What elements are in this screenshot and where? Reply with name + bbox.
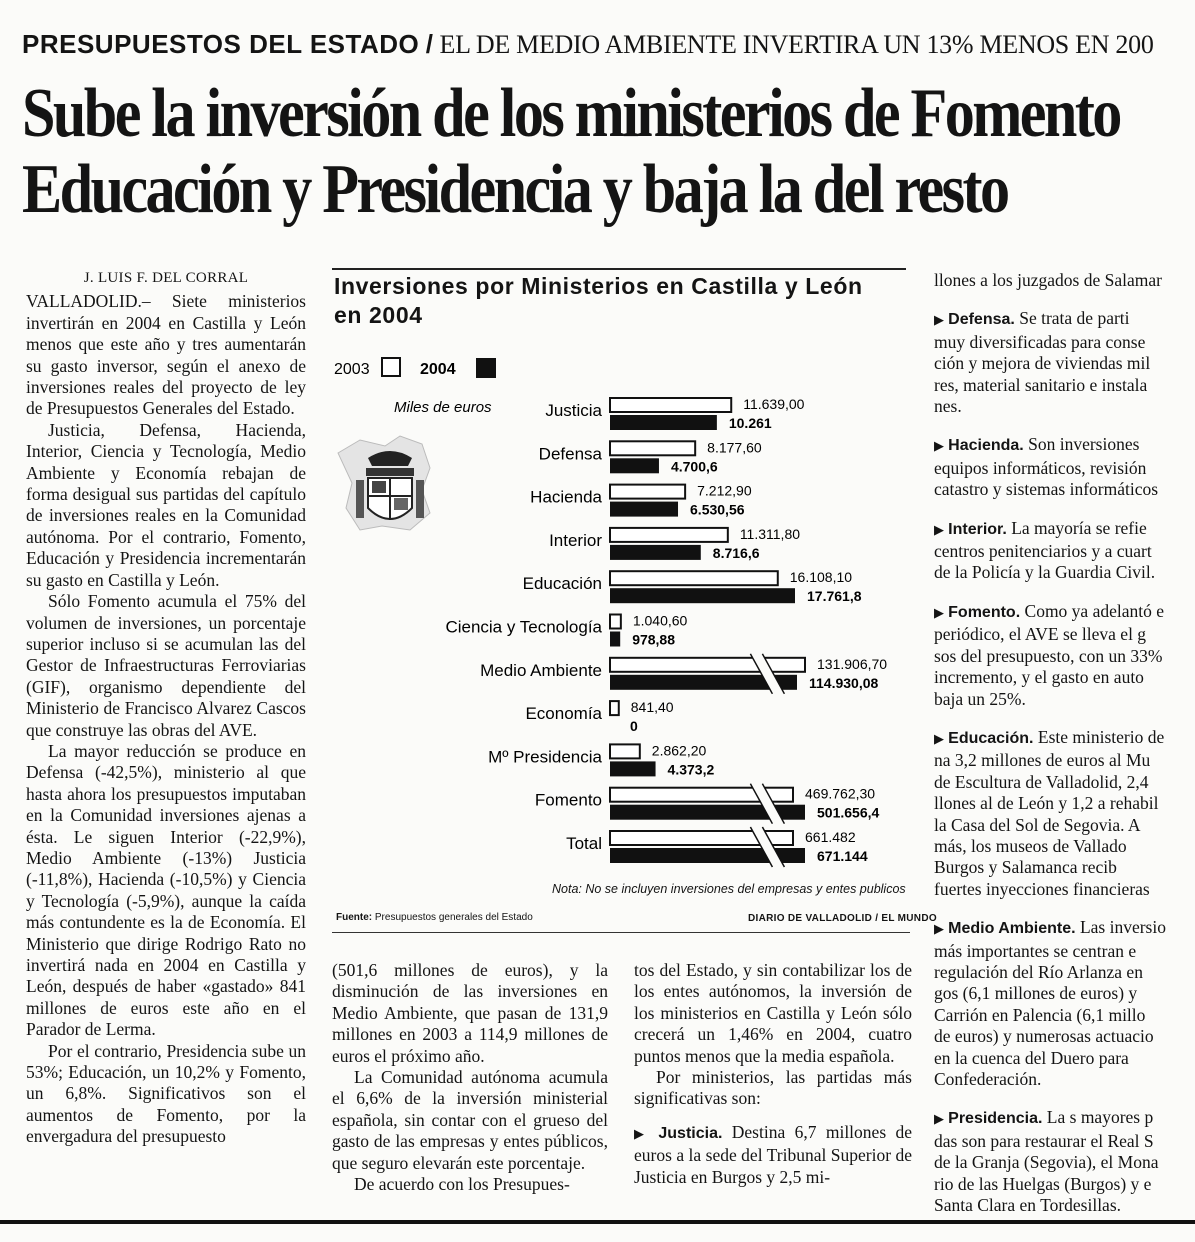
text-line: llones al de León y 1,2 a rehabil [934, 793, 1159, 814]
value-label-2004: 17.761,8 [807, 588, 862, 605]
category-label: Economía [525, 704, 602, 724]
chart-title: Inversiones por Ministerios en Castilla y León en 2004 [334, 273, 863, 328]
keyword: Hacienda. [948, 437, 1024, 455]
headline-line-1: Sube la inversión de los ministerios de Fomento [22, 76, 1120, 152]
paragraph [934, 601, 1194, 710]
chart-separator [332, 932, 910, 933]
article-column-4 [934, 270, 1194, 1233]
byline: J. LUIS F. DEL CORRAL [83, 270, 249, 286]
bullet-triangle-icon: ▶ [934, 439, 949, 455]
text-line: Como ya adelantó e [1020, 600, 1164, 621]
bar-2003 [610, 744, 640, 758]
value-label-2004: 671.144 [817, 848, 868, 864]
text-line: equipos informáticos, revisión [934, 457, 1147, 478]
bar-2003 [610, 398, 731, 412]
keyword: Fomento. [948, 603, 1021, 621]
paragraph [934, 727, 1194, 900]
paragraph: Justicia, Defensa, Hacienda, Interior, Ciencia y Tecnología, Medio Ambiente y Economía rebajan de forma desigual sus partidas del capítulo de inversiones reales en la Comunidad autónoma. Por el contrario, Fomento, Educación y Presidencia incrementarán su gasto en Castilla y León. [26, 419, 306, 590]
value-label-2003: 16.108,10 [789, 569, 853, 586]
paragraph: La Comunidad autónoma acumula el 6,6% de la inversión ministerial española, sin contar con el grueso del gasto de las empresas y entes públicos, que seguro elevarán este porcentaje. [332, 1067, 608, 1173]
text-line: La s mayores p [1042, 1107, 1154, 1128]
value-label-2004: 114.930,08 [809, 674, 879, 691]
text-line: la Casa del Sol de Segovia. A [934, 814, 1141, 835]
chart-credit: DIARIO DE VALLADOLID / EL MUNDO [748, 913, 937, 924]
bar-2003 [610, 441, 695, 455]
text-line: de la Policía y la Guardia Civil. [934, 562, 1156, 583]
text-line: centros penitenciarios y a cuart [934, 541, 1152, 562]
value-label-2003: 1.040,60 [632, 612, 688, 629]
bullet-triangle-icon: ▶ [934, 605, 949, 621]
category-label: Educación [522, 574, 602, 594]
value-label-2003: 469.762,30 [805, 785, 876, 802]
investment-bar-chart [330, 268, 910, 928]
chart-legend [334, 358, 496, 378]
text-line: na 3,2 millones de euros al Mu [934, 750, 1151, 771]
text-line: más importantes se centran e [934, 940, 1137, 961]
text-line: muy diversificadas para conse [934, 331, 1146, 352]
text-line: ción y mejora de viviendas mil [934, 353, 1151, 374]
text-line: Se trata de parti [1014, 308, 1130, 329]
value-label-2004: 10.261 [728, 415, 772, 431]
chart-note: Nota: No se incluyen inversiones del empresas y entes publicos [552, 882, 906, 896]
legend-label-2004: 2004 [420, 361, 456, 378]
category-label: Interior [549, 530, 602, 550]
text-line: incremento, y el gasto en auto [934, 667, 1144, 688]
value-label-2003: 7.212,90 [697, 482, 752, 499]
paragraph-justicia [634, 1122, 912, 1188]
paragraph [934, 308, 1194, 417]
chart-source [336, 912, 533, 923]
text-line: sos del presupuesto, con un 33% [934, 645, 1163, 666]
text-line: res, material sanitario e instala [934, 374, 1148, 395]
unit-label: Miles de euros [394, 399, 492, 416]
headline-line-2: Educación y Presidencia y baja la del resto [22, 151, 1008, 228]
text-line: Este ministerio de [1033, 726, 1165, 747]
text-line: catastro y sistemas informáticos [934, 479, 1159, 500]
category-label: Justicia [545, 401, 602, 420]
bullet-triangle-icon: ▶ [934, 313, 949, 329]
paragraph: Por el contrario, Presidencia sube un 53%; Educación, un 10,2% y Fomento, un 6,8%. Significativos son el aumentos de Fomento, por la envergadura del presupuesto [26, 1040, 306, 1147]
paragraph: La mayor reducción se produce en Defensa (-42,5%), ministerio al que hasta ahora los presupuestos imputaban en la Comunidad inversiones ajenas a ésta. Le siguen Interior (-22,9%), Medio Ambiente (-13%) Justicia (-11,8%), Hacienda (-10,5%) y Ciencia y Tecnología (-5,9%), aunque la caída más contundente es la de Economía. El Ministerio que dirige Rodrigo Rato no invertirá nada en 2004 en Castilla y León, después de haber «gastado» 841 millones de euros este año en el Parador de Lerma. [26, 740, 306, 1040]
source-text: Presupuestos generales del Estado [374, 912, 533, 923]
category-label: Hacienda [530, 487, 602, 507]
bar-2003 [610, 528, 728, 542]
text-line: Las inversio [1075, 917, 1166, 938]
bar-2004 [610, 502, 678, 517]
value-label-2003: 8.177,60 [707, 439, 762, 456]
bar-2003 [610, 615, 621, 629]
bullet-triangle-icon: ▶ [934, 731, 949, 747]
paragraph: Por ministerios, las partidas más significativas son: [634, 1067, 912, 1109]
paragraph [934, 1107, 1194, 1216]
kicker [22, 28, 1182, 61]
paragraph: Sólo Fomento acumula el 75% del volumen de inversiones, un porcentaje superior incluso si se acumulan las del Gestor de Infraestructuras Ferroviarias (GIF), organismo dependiente del Ministerio de Francisco Alvarez Cascos que construye las obras del AVE. [26, 591, 306, 740]
text-line: regulación del Río Arlanza en [934, 961, 1143, 982]
text-line: das son para restaurar el Real S [934, 1130, 1154, 1151]
legend-swatch-2003 [382, 358, 400, 376]
category-label: Total [566, 834, 602, 853]
paragraph: De acuerdo con los Presupues- [354, 1174, 570, 1195]
text-line: en la cuenca del Duero para [934, 1047, 1129, 1068]
kicker-separator: / [425, 29, 433, 59]
value-label-2004: 0 [630, 718, 638, 735]
keyword: Educación. [948, 729, 1034, 747]
value-label-2003: 11.639,00 [743, 396, 805, 412]
category-label: Mº Presidencia [488, 747, 602, 767]
paragraph: VALLADOLID.– Siete ministerios invertirán en 2004 en Castilla y León menos que este año y tres aumentarán su gasto inversor, según el anexo de inversiones reales del proyecto de ley de Presupuestos Generales del Estado. [26, 291, 306, 419]
text-line: de Escultura de Valladolid, 2,4 [934, 771, 1149, 792]
paragraph: (501,6 millones de euros), y la disminución de las inversiones en Medio Ambiente, que pasan de 131,9 millones en 2003 a 114,9 millones de euros el próximo año. [332, 960, 608, 1066]
headline [22, 76, 1187, 228]
coat-of-arms-icon [338, 436, 430, 530]
text-line: Burgos y Salamanca recib [934, 857, 1117, 878]
value-label-2004: 978,88 [632, 631, 676, 648]
bullet-triangle-icon: ▶ [934, 1112, 949, 1128]
value-label-2004: 4.373,2 [667, 761, 715, 778]
value-label-2003: 131.906,70 [817, 655, 888, 672]
paragraph: tos del Estado, y sin contabilizar los de los entes autónomos, la inversión de los ministerios en Castilla y León sólo crecerá un 1,46% en 2004, cuatro puntos menos que la media española. [634, 960, 912, 1066]
paragraph [934, 434, 1194, 500]
bar-2004 [610, 415, 717, 430]
source-label: Fuente: [336, 912, 373, 923]
value-label-2003: 841,40 [630, 699, 674, 716]
value-label-2004: 6.530,56 [690, 501, 745, 518]
kicker-subtitle: EL DE MEDIO AMBIENTE INVERTIRA UN 13% MENOS EN 200 [439, 30, 1154, 59]
article-column-2 [332, 960, 608, 1195]
bullet-triangle-icon: ▶ [934, 922, 949, 938]
text-line: La mayoría se refie [1006, 517, 1147, 538]
paragraph-text: Destina 6,7 millones de euros a la sede del Tribunal Superior de Justicia en Burgos y 2,5 mi- [634, 1121, 913, 1187]
value-label-2004: 8.716,6 [712, 544, 760, 561]
bullet-triangle-icon: ▶ [634, 1126, 649, 1142]
text-line: baja un 25%. [934, 688, 1026, 709]
text-line: llones a los juzgados de Salamar [934, 270, 1162, 290]
category-label: Ciencia y Tecnología [445, 617, 602, 637]
text-line: rio de las Huelgas (Burgos) y e [934, 1173, 1152, 1194]
text-line: de euros) y numerosas actuacio [934, 1026, 1154, 1047]
section-label: PRESUPUESTOS DEL ESTADO [22, 29, 420, 59]
text-line: periódico, el AVE se lleva el g [934, 624, 1147, 645]
value-label-2003: 661.482 [805, 829, 856, 845]
paragraph [934, 270, 1194, 291]
text-line: más, los museos de Vallado [934, 835, 1127, 856]
chart-bars [445, 396, 887, 867]
paragraph [934, 917, 1194, 1090]
category-label: Defensa [538, 444, 602, 464]
keyword: Presidencia. [948, 1110, 1043, 1128]
keyword: Interior. [948, 520, 1007, 538]
bar-2003 [610, 485, 685, 499]
bullet-triangle-icon: ▶ [934, 522, 949, 538]
value-label-2003: 11.311,80 [739, 525, 801, 542]
category-label: Medio Ambiente [480, 660, 602, 680]
keyword-justicia: Justicia. [658, 1124, 723, 1142]
bar-2003 [610, 701, 619, 715]
bar-2004 [610, 458, 659, 473]
text-line: Carrión en Palencia (6,1 millo [934, 1004, 1146, 1025]
text-line: gos (6,1 millones de euros) y [934, 983, 1138, 1004]
value-label-2004: 501.656,4 [817, 804, 880, 821]
text-line: Son inversiones [1023, 434, 1140, 455]
keyword: Defensa. [948, 311, 1015, 329]
text-line: nes. [934, 396, 962, 417]
legend-swatch-2004 [476, 358, 496, 378]
text-line: Confederación. [934, 1069, 1042, 1089]
article-column-3 [634, 960, 912, 1188]
category-label: Fomento [534, 790, 602, 810]
bottom-rule [0, 1220, 1195, 1224]
bar-2003 [610, 658, 805, 672]
article-column-1 [26, 268, 306, 1148]
text-line: de la Granja (Segovia), el Mona [934, 1152, 1159, 1173]
legend-label-2003: 2003 [334, 361, 370, 378]
value-label-2003: 2.862,20 [651, 742, 707, 759]
bar-2004 [610, 588, 795, 603]
keyword: Medio Ambiente. [948, 920, 1076, 938]
text-line: fuertes inyecciones financieras [934, 878, 1150, 899]
bar-2004 [610, 761, 656, 776]
bar-2004 [610, 545, 701, 560]
text-line: Santa Clara en Tordesillas. [934, 1195, 1122, 1216]
value-label-2004: 4.700,6 [670, 458, 718, 475]
bar-2004 [610, 632, 620, 647]
bar-2003 [610, 571, 778, 585]
paragraph [934, 518, 1194, 584]
